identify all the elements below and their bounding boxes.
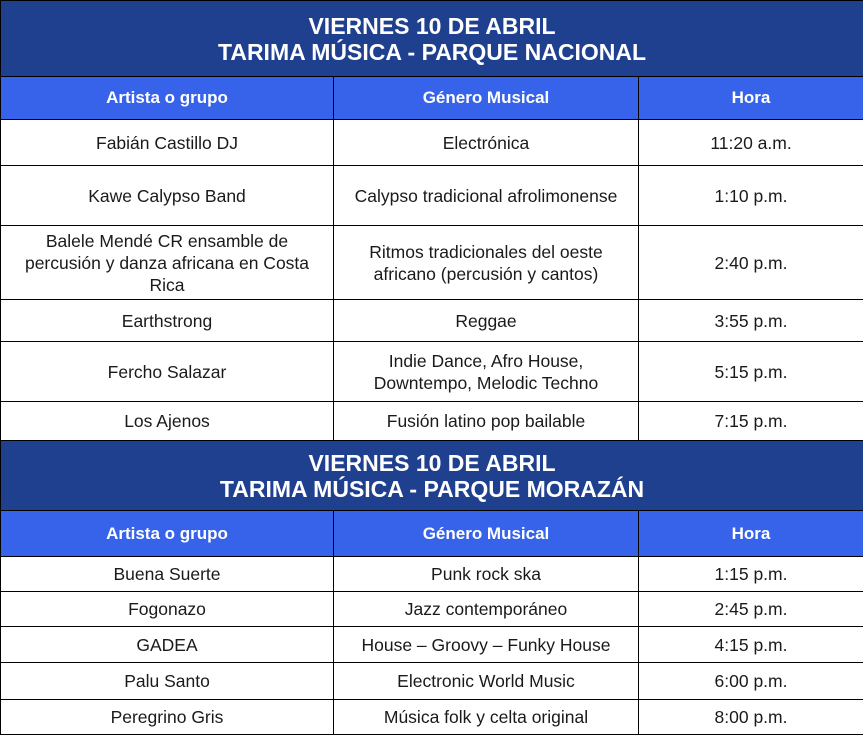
time-cell: 2:40 p.m. [639, 226, 863, 300]
schedule-table-parque-morazan [0, 440, 863, 735]
table-row [1, 166, 863, 226]
artist-cell: GADEA [1, 627, 334, 663]
column-header-time: Hora [639, 77, 863, 120]
table-row [1, 342, 863, 402]
artist-cell: Los Ajenos [1, 402, 334, 441]
time-cell: 2:45 p.m. [639, 592, 863, 627]
genre-cell: Electrónica [334, 120, 639, 166]
artist-cell: Fercho Salazar [1, 342, 334, 402]
table-row [1, 402, 863, 441]
artist-cell: Palu Santo [1, 663, 334, 700]
time-cell: 7:15 p.m. [639, 402, 863, 441]
column-header-genre: Género Musical [334, 77, 639, 120]
artist-cell: Kawe Calypso Band [1, 166, 334, 226]
artist-cell: Earthstrong [1, 300, 334, 342]
table-row [1, 700, 863, 735]
section-title [1, 441, 863, 511]
artist-cell: Fogonazo [1, 592, 334, 627]
time-cell: 3:55 p.m. [639, 300, 863, 342]
column-header-artist: Artista o grupo [1, 77, 334, 120]
table-row [1, 300, 863, 342]
time-cell: 8:00 p.m. [639, 700, 863, 735]
section-title-row [1, 441, 863, 511]
time-cell: 4:15 p.m. [639, 627, 863, 663]
column-header-genre: Género Musical [334, 511, 639, 557]
section-title-venue: TARIMA MÚSICA - PARQUE NACIONAL [7, 39, 857, 65]
column-header-row [1, 511, 863, 557]
artist-cell: Fabián Castillo DJ [1, 120, 334, 166]
genre-cell: House – Groovy – Funky House [334, 627, 639, 663]
time-cell: 1:15 p.m. [639, 557, 863, 592]
column-header-artist: Artista o grupo [1, 511, 334, 557]
column-header-time: Hora [639, 511, 863, 557]
genre-cell: Ritmos tradicionales del oeste africano (percusión y cantos) [334, 226, 639, 300]
table-row [1, 120, 863, 166]
artist-cell: Peregrino Gris [1, 700, 334, 735]
table-row [1, 226, 863, 300]
section-title-date: VIERNES 10 DE ABRIL [7, 450, 857, 476]
artist-cell: Balele Mendé CR ensamble de percusión y danza africana en Costa Rica [1, 226, 334, 300]
table-row [1, 627, 863, 663]
genre-cell: Indie Dance, Afro House, Downtempo, Melodic Techno [334, 342, 639, 402]
genre-cell: Reggae [334, 300, 639, 342]
section-title-venue: TARIMA MÚSICA - PARQUE MORAZÁN [7, 476, 857, 502]
table-row [1, 592, 863, 627]
artist-cell: Buena Suerte [1, 557, 334, 592]
genre-cell: Música folk y celta original [334, 700, 639, 735]
genre-cell: Calypso tradicional afrolimonense [334, 166, 639, 226]
genre-cell: Fusión latino pop bailable [334, 402, 639, 441]
section-title [1, 1, 863, 77]
time-cell: 6:00 p.m. [639, 663, 863, 700]
time-cell: 11:20 a.m. [639, 120, 863, 166]
genre-cell: Punk rock ska [334, 557, 639, 592]
genre-cell: Electronic World Music [334, 663, 639, 700]
section-title-row [1, 1, 863, 77]
column-header-row [1, 77, 863, 120]
time-cell: 1:10 p.m. [639, 166, 863, 226]
time-cell: 5:15 p.m. [639, 342, 863, 402]
genre-cell: Jazz contemporáneo [334, 592, 639, 627]
section-title-date: VIERNES 10 DE ABRIL [7, 13, 857, 39]
table-row [1, 663, 863, 700]
table-row [1, 557, 863, 592]
